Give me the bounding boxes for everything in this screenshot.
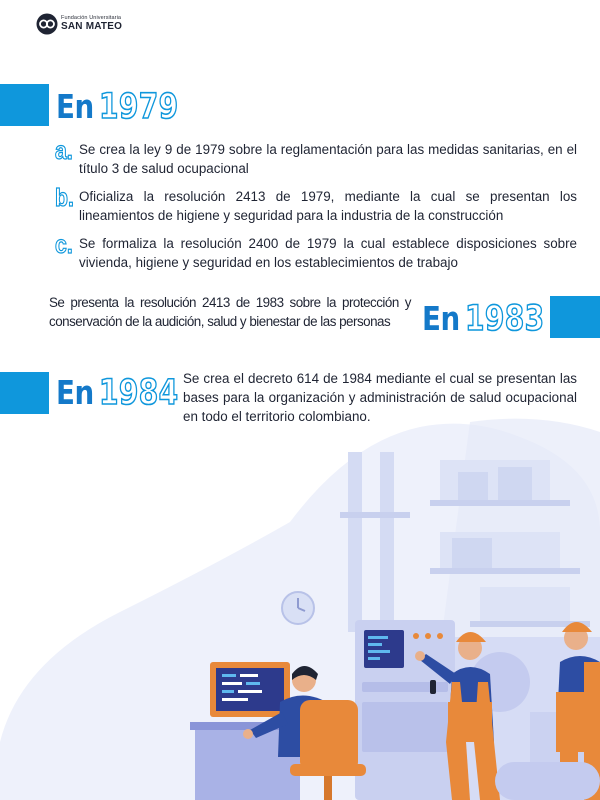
list-item-b	[55, 184, 577, 225]
accent-bar-1984	[0, 372, 49, 414]
paragraph-1983: Se presenta la resolución 2413 de 1983 sobre la protección y conservación de la audición, salud y bienestar de las personas	[49, 295, 411, 329]
list-text-c: Se formaliza la resolución 2400 de 1979 la cual establece disposiciones sobre vivienda, higiene y seguridad en los establecimientos de trabajo	[79, 236, 577, 270]
heading-1983-year: 1983	[465, 299, 545, 339]
heading-1984-year: 1984	[99, 373, 179, 413]
logo-name: SAN MATEO	[61, 21, 123, 33]
list-text-b: Oficializa la resolución 2413 de 1979, mediante la cual se presentan los lineamientos de higiene y seguridad para la industria de la construcción	[79, 189, 577, 223]
accent-bar-1979	[0, 84, 49, 126]
heading-1979	[56, 87, 198, 127]
heading-1983	[422, 299, 564, 339]
accent-bar-1983	[550, 296, 600, 338]
heading-1983-en: En	[422, 299, 460, 338]
logo	[36, 13, 166, 35]
list-item-c	[55, 231, 577, 272]
heading-1984	[56, 373, 198, 413]
list-text-a: Se crea la ley 9 de 1979 sobre la reglamentación para las medidas sanitarias, en el título 3 de salud ocupacional	[79, 142, 577, 176]
logo-subtitle: Fundación Universitaria	[61, 14, 122, 21]
list-item-a	[55, 137, 577, 178]
list-letter-a: a.	[55, 137, 73, 165]
factory-workers-illustration	[0, 412, 600, 800]
logo-icon	[36, 13, 58, 35]
paragraph-1984: Se crea el decreto 614 de 1984 mediante el cual se presentan las bases para la organización y administración de salud ocupacional en todo el territorio colombiano.	[183, 371, 577, 424]
heading-1984-en: En	[56, 373, 94, 412]
heading-1979-en: En	[56, 87, 94, 126]
list-letter-b: b.	[55, 184, 74, 212]
heading-1979-year: 1979	[99, 87, 179, 127]
list-letter-c: c.	[55, 231, 73, 259]
